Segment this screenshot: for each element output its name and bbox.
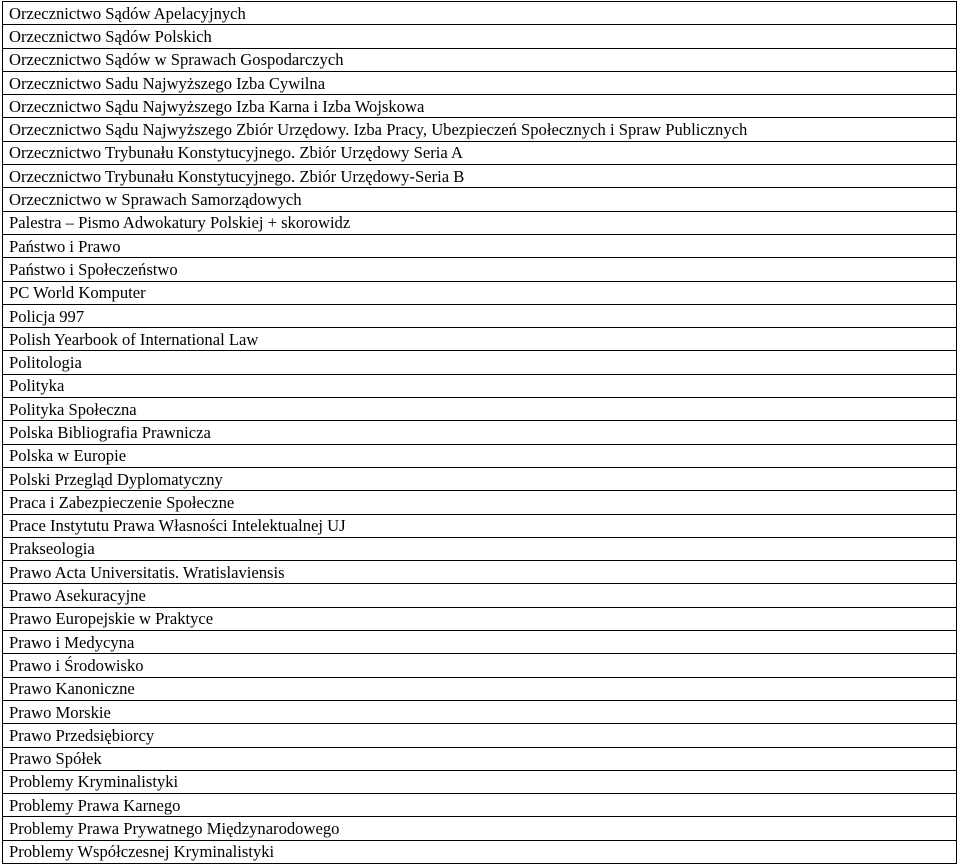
periodicals-table: [2, 1, 957, 864]
table-cell: Problemy Prawa Prywatnego Międzynarodowego: [3, 817, 957, 840]
table-row: [3, 794, 957, 817]
table-row: [3, 677, 957, 700]
table-cell: Palestra – Pismo Adwokatury Polskiej + skorowidz: [3, 211, 957, 234]
table-cell: Orzecznictwo Sądu Najwyższego Izba Karna i Izba Wojskowa: [3, 95, 957, 118]
table-cell: Polski Przegląd Dyplomatyczny: [3, 467, 957, 490]
table-cell: Prakseologia: [3, 537, 957, 560]
table-row: [3, 514, 957, 537]
table-row: [3, 444, 957, 467]
table-cell: Prawo i Środowisko: [3, 654, 957, 677]
table-cell: Prawo Spółek: [3, 747, 957, 770]
table-row: [3, 631, 957, 654]
table-cell: Orzecznictwo Sądów Apelacyjnych: [3, 2, 957, 25]
table-cell: Prawo Kanoniczne: [3, 677, 957, 700]
table-cell: Politologia: [3, 351, 957, 374]
table-row: [3, 48, 957, 71]
table-row: [3, 537, 957, 560]
table-row: [3, 700, 957, 723]
table-row: [3, 770, 957, 793]
table-cell: Polska Bibliografia Prawnicza: [3, 421, 957, 444]
table-row: [3, 95, 957, 118]
table-cell: Policja 997: [3, 304, 957, 327]
table-cell: Problemy Współczesnej Kryminalistyki: [3, 840, 957, 863]
table-row: [3, 584, 957, 607]
table-cell: Orzecznictwo Sadu Najwyższego Izba Cywilna: [3, 71, 957, 94]
table-cell: Problemy Kryminalistyki: [3, 770, 957, 793]
table-cell: Polska w Europie: [3, 444, 957, 467]
table-row: [3, 491, 957, 514]
table-row: [3, 817, 957, 840]
table-row: [3, 304, 957, 327]
table-cell: Prawo Acta Universitatis. Wratislaviensis: [3, 561, 957, 584]
table-row: [3, 258, 957, 281]
table-cell: Orzecznictwo w Sprawach Samorządowych: [3, 188, 957, 211]
table-cell: Polityka: [3, 374, 957, 397]
table-row: [3, 654, 957, 677]
table-cell: Państwo i Społeczeństwo: [3, 258, 957, 281]
table-cell: Orzecznictwo Sądów w Sprawach Gospodarczych: [3, 48, 957, 71]
table-row: [3, 724, 957, 747]
table-cell: Polish Yearbook of International Law: [3, 328, 957, 351]
table-row: [3, 328, 957, 351]
table-cell: Polityka Społeczna: [3, 398, 957, 421]
periodicals-table-body: [3, 2, 957, 864]
table-row: [3, 2, 957, 25]
table-row: [3, 607, 957, 630]
table-cell: Prawo Przedsiębiorcy: [3, 724, 957, 747]
table-cell: Prawo Asekuracyjne: [3, 584, 957, 607]
table-row: [3, 374, 957, 397]
table-row: [3, 561, 957, 584]
table-cell: Prawo Europejskie w Praktyce: [3, 607, 957, 630]
table-cell: Prace Instytutu Prawa Własności Intelektualnej UJ: [3, 514, 957, 537]
table-row: [3, 840, 957, 863]
table-cell: Orzecznictwo Trybunału Konstytucyjnego. Zbiór Urzędowy Seria A: [3, 141, 957, 164]
table-row: [3, 467, 957, 490]
table-row: [3, 165, 957, 188]
table-cell: Orzecznictwo Sądów Polskich: [3, 25, 957, 48]
table-row: [3, 211, 957, 234]
table-cell: Problemy Prawa Karnego: [3, 794, 957, 817]
table-cell: Orzecznictwo Trybunału Konstytucyjnego. Zbiór Urzędowy-Seria B: [3, 165, 957, 188]
table-row: [3, 71, 957, 94]
table-cell: Prawo i Medycyna: [3, 631, 957, 654]
table-row: [3, 188, 957, 211]
table-row: [3, 281, 957, 304]
table-cell: Orzecznictwo Sądu Najwyższego Zbiór Urzędowy. Izba Pracy, Ubezpieczeń Społecznych i Spraw Publicznych: [3, 118, 957, 141]
table-row: [3, 421, 957, 444]
table-row: [3, 398, 957, 421]
table-row: [3, 25, 957, 48]
table-row: [3, 118, 957, 141]
table-row: [3, 351, 957, 374]
table-row: [3, 747, 957, 770]
table-row: [3, 141, 957, 164]
table-cell: Prawo Morskie: [3, 700, 957, 723]
table-cell: PC World Komputer: [3, 281, 957, 304]
table-cell: Państwo i Prawo: [3, 234, 957, 257]
table-row: [3, 234, 957, 257]
table-cell: Praca i Zabezpieczenie Społeczne: [3, 491, 957, 514]
